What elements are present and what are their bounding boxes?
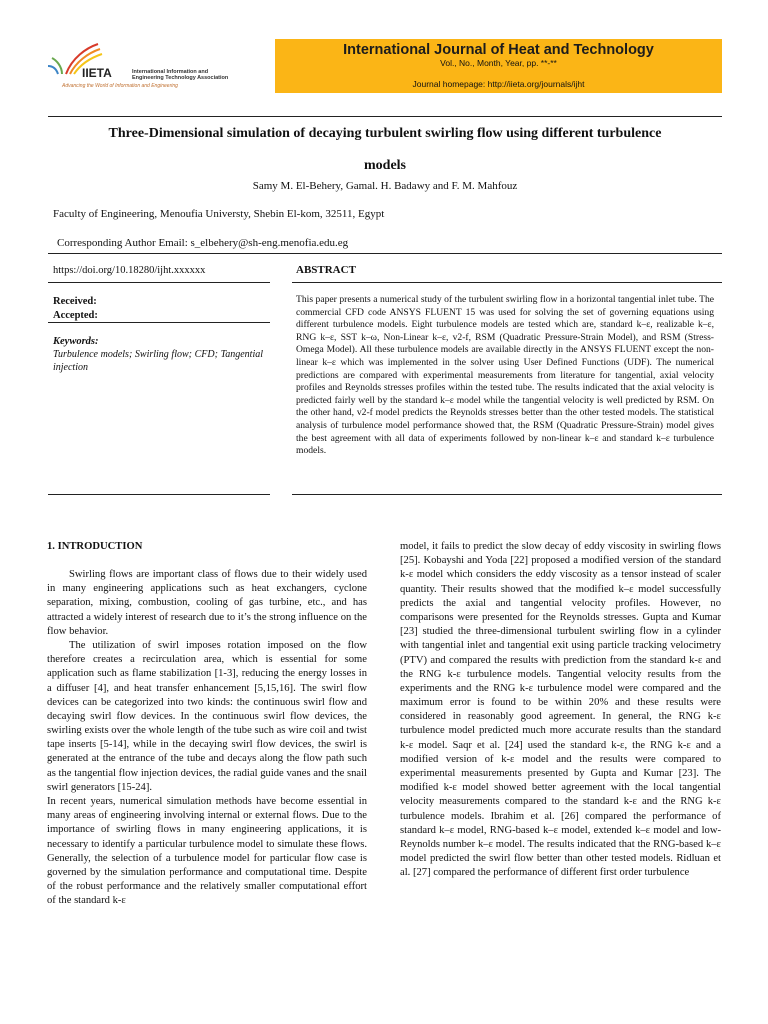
logo-brand: IIETA xyxy=(82,66,112,80)
paragraph: model, it fails to predict the slow decay of eddy viscosity in swirling flows [25]. Kobayshi and Yoda [22] proposed a modified version of the standard k-ε model which considers the eddy viscosity as a tensor instead of scaler quantity. Their results showed that the modified k–ε model successfully predicts the axial and tangential velocity profiles. However, no comparisons were presented for the Reynolds stresses. Gupta and Kumar [23] studied the three-dimensional turbulent swirling flow in a cylinder with tangential inlet and tangential exit using particle tracking velocimetry (PTV) and compared the results with prediction from the standard k-ε and the RNG k-ε turbulence models. Tangential velocity results from the experiments and the RNG k-ε turbulence model were compared and the maximum error is found to be within 20% and these results were considered in reasonably good agreement. In general, the RNG k-ε turbulence model predicted much more accurate results than the standard k-ε model. Saqr et al. [24] used the standard k-ε, the RNG k-ε and a modified version of k-ε model and the results were compared to experimental measurements presented by Gupta and Kumar [23]. The modified k-ε model showed better agreement with the local tangential velocity measurements compared to the standard k-ε and the RNG k-ε turbulence models. Ibrahim et al. [26] compared the performance of standard k–ε model, RNG-based k–ε model, extended k–ε model and low-Reynolds number k–ε model. The results indicated that the RNG-based k–ε model predicted the swirl flow better than other tested models. Ridluan et al. [27] compared the performance of different first order turbulence xyxy=(400,541,721,879)
logo-org-name xyxy=(132,69,228,81)
corresponding-author: Corresponding Author Email: s_elbehery@sh-eng.menofia.edu.eg xyxy=(57,237,349,249)
logo-org-line1: International Information and xyxy=(132,69,209,75)
paragraph: Swirling flows are important class of flows due to their widely used in many engineering applications such as heat exchangers, cyclone separation, mixing, combustion, cooling of gas turbine, etc., and has attracted a widely interest of research due to it’s the strong influence on the flow behavior. xyxy=(47,569,367,637)
journal-name: International Journal of Heat and Technology xyxy=(343,42,654,58)
doi-rule xyxy=(48,282,270,283)
paper-authors: Samy M. El-Behery, Gamal. H. Badawy and F. M. Mahfouz xyxy=(252,180,518,192)
abstract-heading: ABSTRACT xyxy=(296,264,356,276)
keywords-rule xyxy=(48,494,270,495)
paper-title-line2: models xyxy=(364,158,406,173)
logo-tagline: Advancing the World of Information and Engineering xyxy=(62,83,178,89)
journal-banner xyxy=(275,39,722,93)
accepted-label: Accepted: xyxy=(53,310,98,321)
header-rule xyxy=(48,116,722,117)
received-accepted xyxy=(53,295,98,323)
paper-title-line1: Three-Dimensional simulation of decaying turbulent swirling flow using different turbulence xyxy=(108,126,662,141)
dates-rule xyxy=(48,322,270,323)
author-affiliation: Faculty of Engineering, Menoufia Universty, Shebin El-kom, 32511, Egypt xyxy=(53,208,385,220)
paper-title xyxy=(48,118,722,182)
keywords-heading: Keywords: xyxy=(53,336,99,347)
body-column-right xyxy=(400,540,721,881)
title-block-rule xyxy=(48,253,722,254)
journal-volume: Vol., No., Month, Year, pp. **-** xyxy=(440,58,557,68)
doi-link[interactable]: https://doi.org/10.18280/ijht.xxxxxx xyxy=(53,265,206,276)
paragraph: In recent years, numerical simulation methods have become essential in many areas of engineering involving internal or external flows. Due to the importance of swirling flows in many engineering applications, it is necessary to identify a particular turbulence model to simulate these flows. Generally, the selection of a turbulence model for particular flow case is governed by the simulation performance and computational time. Despite of the robust performance and the relatively smaller computational effort of the standard k-ε xyxy=(47,796,367,907)
received-label: Received: xyxy=(53,296,97,307)
journal-homepage-link[interactable]: Journal homepage: http://iieta.org/journals/ijht xyxy=(412,79,585,89)
logo-org-line2: Engineering Technology Association xyxy=(132,75,229,81)
section-heading-introduction: 1. INTRODUCTION xyxy=(47,541,143,552)
abstract-heading-rule xyxy=(292,282,722,283)
keywords-list: Turbulence models; Swirling flow; CFD; Tangential injection xyxy=(53,349,263,373)
paragraph: The utilization of swirl imposes rotation imposed on the flow therefore creates a recirculation area, which is essential for some application such as flame stabilization [1-3], reducing the energy losses in a diffuser [4], and heat transfer enhancement [5,15,16]. The swirl flow devices can be categorized into two kinds: the continuous swirl flow and decaying swirl flow devices. In the continuous swirl flow devices, the swirling exists over the whole length of the tube such as wire coil and twist tape inserts [5-14], while in the decaying swirl flow devices, the swirl is generated at the entrance of the tube and decays along the flow path such as the tangential flow injection devices, the radial guide vanes and the snail swirl generators [15-24]. xyxy=(47,639,367,793)
body-column-left xyxy=(47,568,367,909)
abstract-text: This paper presents a numerical study of the turbulent swirling flow in a horizontal tangential inlet tube. The commercial CFD code ANSYS FLUENT 15 was used for solving the set of governing equations using different turbulence models. Eight turbulence models are tested which are, standard k–ε, realizable k–ε, RNG k–ε, SST k–ω, Non-Linear k–ε, v2-f, RSM (Quadratic Pressure-Strain Model), and RSM (Stress-Omega Model). All these turbulence models are available directly in the ANSYS FLUENT except the non-linear k–ε which was implemented in the solver using User Defined Functions (UDF). The numerical predictions are compared with experimental measurements from literature for tangential, axial velocity profiles and Reynolds stresses profiles within the tested tube. The results indicated that the axial velocity is predicted fairly well by the standard k–ε model while the tangential velocity is well predicted by RSM. On the other hand, v2-f model predicts the Reynolds stresses better than the other tested models. The statistical analysis of turbulence model performance showed that, the RSM (Quadratic Pressure-Strain) model gives the best agreement with all data of experiments followed by non-linear k–ε and standard k–ε turbulence models. xyxy=(296,294,714,457)
journal-logo xyxy=(48,40,248,96)
abstract-rule xyxy=(292,494,722,495)
